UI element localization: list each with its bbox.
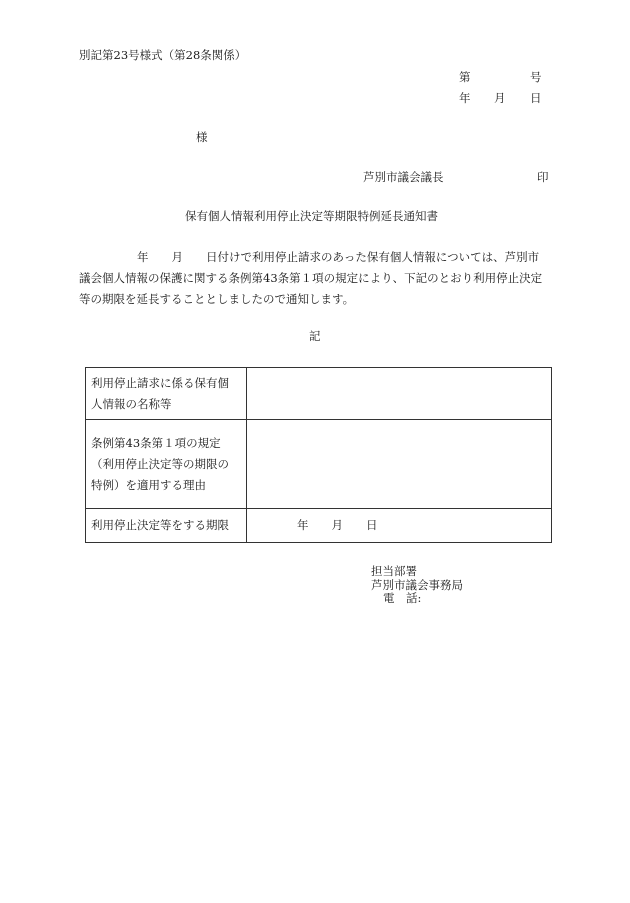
number-prefix: 第 xyxy=(459,70,471,84)
date-year: 年 xyxy=(459,91,471,105)
deadline-year: 年 xyxy=(297,518,309,532)
department-label: 担当部署 xyxy=(371,564,417,578)
table-row xyxy=(86,509,552,543)
date-day: 日 xyxy=(530,91,542,105)
seal-mark: 印 xyxy=(537,170,549,184)
body-line-1 xyxy=(79,247,552,268)
body-line-3: 等の期限を延長することとしましたので通知します。 xyxy=(79,292,355,306)
deadline-month: 月 xyxy=(331,518,343,532)
sender: 芦別市議会議長 xyxy=(363,170,444,184)
body-month: 月 xyxy=(171,250,183,264)
phone-label: 電 話: xyxy=(383,591,422,605)
details-table xyxy=(85,367,552,543)
table-row xyxy=(86,368,552,420)
body-line-1-text: 日付けで利用停止請求のあった保有個人情報については、芦別市 xyxy=(206,250,540,264)
body-paragraph xyxy=(79,247,552,310)
form-id: 別記第23号様式（第28条関係） xyxy=(79,48,247,62)
row-value-reason xyxy=(247,420,552,509)
body-line-2: 議会個人情報の保護に関する条例第43条第１項の規定により、下記のとおり利用停止決定 xyxy=(79,271,543,285)
deadline-day: 日 xyxy=(366,518,378,532)
department-name: 芦別市議会事務局 xyxy=(371,578,463,592)
addressee: 様 xyxy=(196,130,208,144)
ki-heading: 記 xyxy=(309,329,321,343)
number-suffix: 号 xyxy=(530,70,542,84)
document-title: 保有個人情報利用停止決定等期限特例延長通知書 xyxy=(185,209,438,223)
row-label-deadline: 利用停止決定等をする期限 xyxy=(86,509,247,543)
row-label-reason: 条例第43条第１項の規定 （利用停止決定等の期限の 特例）を適用する理由 xyxy=(86,420,247,509)
table-row xyxy=(86,420,552,509)
body-year: 年 xyxy=(137,250,149,264)
date-month: 月 xyxy=(494,91,506,105)
row-value-deadline xyxy=(247,509,552,543)
row-label-name: 利用停止請求に係る保有個 人情報の名称等 xyxy=(86,368,247,420)
row-value-name xyxy=(247,368,552,420)
